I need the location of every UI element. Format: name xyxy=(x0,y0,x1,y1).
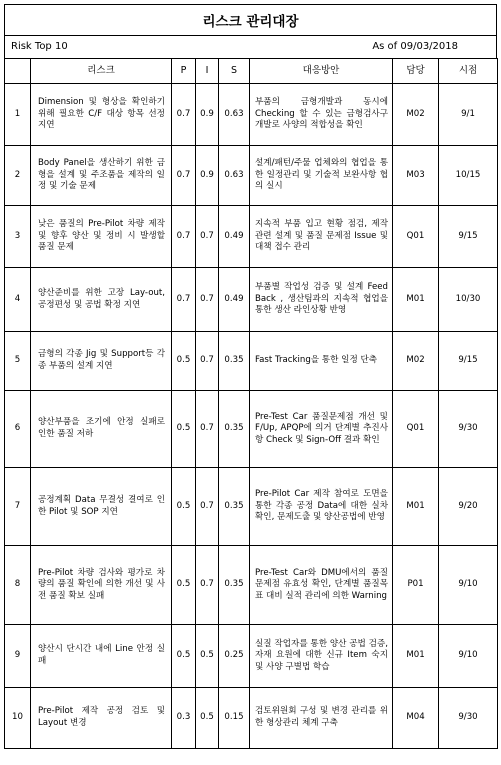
probability: 0.7 xyxy=(172,206,196,268)
response-plan: 실질 작업자를 통한 양산 공법 검증, 자재 요원에 대한 신규 Item 숙지 및 사양 구별법 학습 xyxy=(250,625,393,688)
response-plan: Fast Tracking을 통한 일정 단축 xyxy=(250,332,393,391)
table-row xyxy=(5,268,498,332)
owner: Q01 xyxy=(393,206,439,268)
meta-row xyxy=(4,35,497,58)
as-of-date: As of 09/03/2018 xyxy=(372,41,458,52)
header-p: P xyxy=(172,59,196,84)
response-plan: Pre-Pilot Car 제작 참여로 도면을 통한 각종 공정 Data에 대한 실차 확인, 문제도출 및 양산공법에 반영 xyxy=(250,468,393,546)
row-number: 5 xyxy=(5,332,31,391)
owner: P01 xyxy=(393,546,439,625)
response-plan: 설계/패턴/주물 업체와의 협업을 통한 일정관리 및 기술적 보완사항 협의 실시 xyxy=(250,146,393,206)
risk-description: Pre-Pilot 제작 공정 검토 및 Layout 변경 xyxy=(31,688,172,749)
row-number: 3 xyxy=(5,206,31,268)
probability: 0.5 xyxy=(172,546,196,625)
impact: 0.7 xyxy=(196,332,219,391)
severity: 0.49 xyxy=(219,268,250,332)
row-number: 8 xyxy=(5,546,31,625)
risk-description: Body Panel을 생산하기 위한 금형을 설계 및 주조품을 제작의 일정 및 기술 문제 xyxy=(31,146,172,206)
header-risk: 리스크 xyxy=(31,59,172,84)
due-date: 9/30 xyxy=(439,391,498,468)
table-row xyxy=(5,84,498,146)
impact: 0.7 xyxy=(196,468,219,546)
header-i: I xyxy=(196,59,219,84)
owner: M04 xyxy=(393,688,439,749)
risk-description: Dimension 및 형상을 확인하기 위해 필요한 C/F 대상 항목 선정 지연 xyxy=(31,84,172,146)
probability: 0.7 xyxy=(172,268,196,332)
due-date: 9/30 xyxy=(439,688,498,749)
impact: 0.9 xyxy=(196,84,219,146)
response-plan: Pre-Test Car와 DMU에서의 품질문제점 유효성 확인, 단계별 품질목표 대비 실적 관리에 의한 Warning xyxy=(250,546,393,625)
risk-description: 낮은 품질의 Pre-Pilot 차량 제작 및 향후 양산 및 정비 시 발생할 품질 문제 xyxy=(31,206,172,268)
table-row xyxy=(5,546,498,625)
severity: 0.35 xyxy=(219,391,250,468)
due-date: 9/10 xyxy=(439,546,498,625)
row-number: 4 xyxy=(5,268,31,332)
risk-top-label: Risk Top 10 xyxy=(11,41,68,52)
due-date: 9/10 xyxy=(439,625,498,688)
header-owner: 담당 xyxy=(393,59,439,84)
table-row xyxy=(5,688,498,749)
impact: 0.7 xyxy=(196,391,219,468)
owner: Q01 xyxy=(393,391,439,468)
row-number: 10 xyxy=(5,688,31,749)
probability: 0.5 xyxy=(172,332,196,391)
impact: 0.9 xyxy=(196,146,219,206)
impact: 0.5 xyxy=(196,625,219,688)
due-date: 9/15 xyxy=(439,332,498,391)
due-date: 9/15 xyxy=(439,206,498,268)
header-s: S xyxy=(219,59,250,84)
row-number: 7 xyxy=(5,468,31,546)
response-plan: 부품의 금형개발과 동시에 Checking 할 수 있는 금형검사구 개발로 사양의 적합성을 확인 xyxy=(250,84,393,146)
owner: M02 xyxy=(393,332,439,391)
header-date: 시점 xyxy=(439,59,498,84)
header-no xyxy=(5,59,31,84)
severity: 0.63 xyxy=(219,146,250,206)
response-plan: 검토위원회 구성 및 변경 관리를 위한 형상관리 체계 구축 xyxy=(250,688,393,749)
owner: M01 xyxy=(393,468,439,546)
impact: 0.7 xyxy=(196,268,219,332)
severity: 0.49 xyxy=(219,206,250,268)
row-number: 1 xyxy=(5,84,31,146)
risk-description: 금형의 각종 Jig 및 Support등 각종 부품의 설계 지연 xyxy=(31,332,172,391)
table-row xyxy=(5,625,498,688)
impact: 0.7 xyxy=(196,546,219,625)
header-row xyxy=(5,59,498,84)
risk-description: 공정계획 Data 무결성 결여로 인한 Pilot 및 SOP 지연 xyxy=(31,468,172,546)
row-number: 2 xyxy=(5,146,31,206)
due-date: 9/20 xyxy=(439,468,498,546)
severity: 0.15 xyxy=(219,688,250,749)
risk-description: 양산준비를 위한 고장 Lay-out, 공정편성 및 공법 확정 지연 xyxy=(31,268,172,332)
probability: 0.7 xyxy=(172,84,196,146)
response-plan: 부품별 작업성 검증 및 설계 Feed Back , 생산팀과의 지속적 협업을 통한 생산 라인상황 반영 xyxy=(250,268,393,332)
risk-description: 양산부품을 조기에 안정 실패로 인한 품질 저하 xyxy=(31,391,172,468)
probability: 0.5 xyxy=(172,391,196,468)
response-plan: Pre-Test Car 품질문제점 개선 및 F/Up, APQP에 의거 단계별 추진사항 Check 및 Sign-Off 결과 확인 xyxy=(250,391,393,468)
severity: 0.63 xyxy=(219,84,250,146)
severity: 0.35 xyxy=(219,468,250,546)
row-number: 6 xyxy=(5,391,31,468)
table-row xyxy=(5,146,498,206)
severity: 0.35 xyxy=(219,332,250,391)
table-row xyxy=(5,206,498,268)
risk-description: Pre-Pilot 차량 검사와 평가로 차량의 품질 확인에 의한 개선 및 사전 품질 확보 실패 xyxy=(31,546,172,625)
severity: 0.25 xyxy=(219,625,250,688)
probability: 0.5 xyxy=(172,625,196,688)
document-title: 리스크 관리대장 xyxy=(4,4,497,35)
risk-table xyxy=(4,58,498,749)
probability: 0.3 xyxy=(172,688,196,749)
probability: 0.5 xyxy=(172,468,196,546)
due-date: 10/15 xyxy=(439,146,498,206)
risk-description: 양산시 단시간 내에 Line 안정 실패 xyxy=(31,625,172,688)
owner: M01 xyxy=(393,625,439,688)
owner: M02 xyxy=(393,84,439,146)
owner: M03 xyxy=(393,146,439,206)
impact: 0.5 xyxy=(196,688,219,749)
response-plan: 지속적 부품 입고 현황 점검, 제작 관련 설계 및 품질 문제점 Issue 및 대책 접수 관리 xyxy=(250,206,393,268)
table-row xyxy=(5,468,498,546)
due-date: 10/30 xyxy=(439,268,498,332)
impact: 0.7 xyxy=(196,206,219,268)
row-number: 9 xyxy=(5,625,31,688)
table-row xyxy=(5,332,498,391)
due-date: 9/1 xyxy=(439,84,498,146)
owner: M01 xyxy=(393,268,439,332)
severity: 0.35 xyxy=(219,546,250,625)
header-action: 대응방안 xyxy=(250,59,393,84)
probability: 0.7 xyxy=(172,146,196,206)
table-row xyxy=(5,391,498,468)
